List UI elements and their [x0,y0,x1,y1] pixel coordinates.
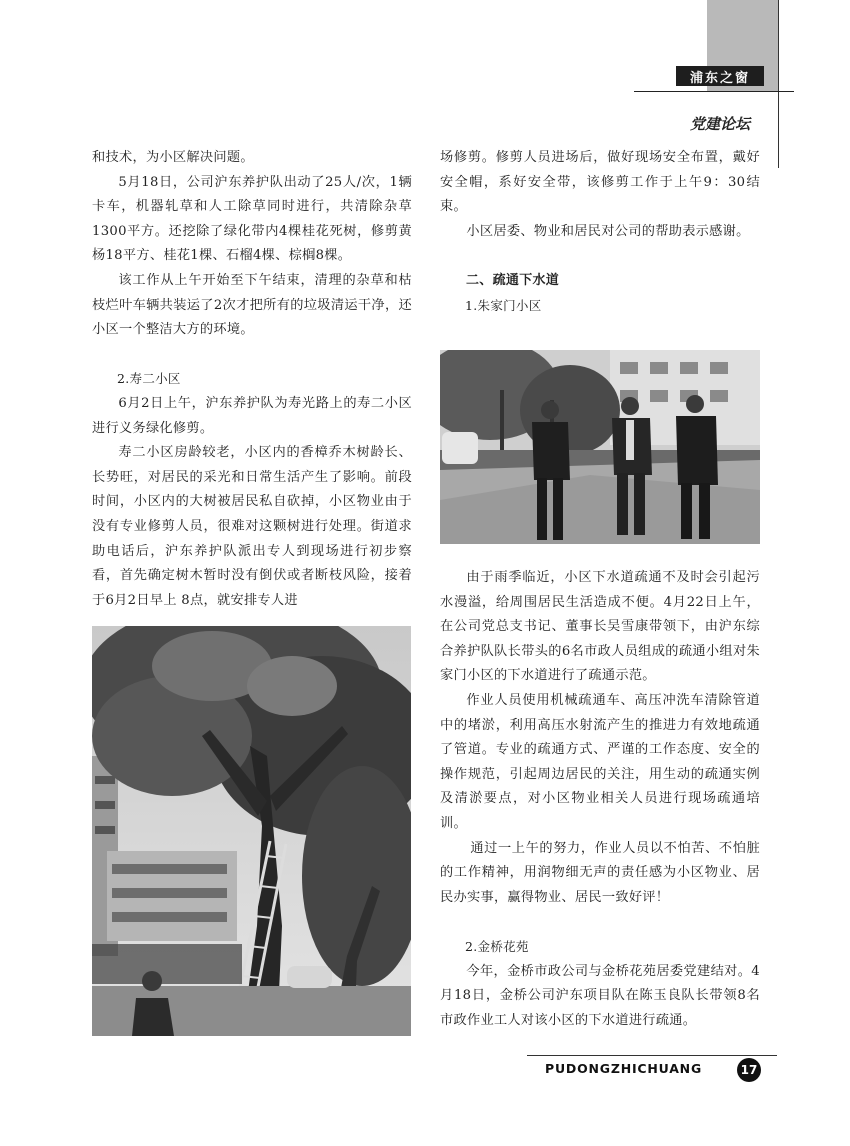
right-paragraph-2: 小区居委、物业和居民对公司的帮助表示感谢。 [466,223,750,239]
footer-rule [527,1055,777,1056]
left-paragraph-2: 5月18日，公司沪东养护队出动了25人/次，1辆卡车，机器轧草和人工除草同时进行，共清除杂草1300平方。还挖除了绿化带内4棵桂花死树，修剪黄杨18平方、桂花1棵、石榴4棵、棕榈8棵。 [92,174,412,264]
magazine-logo [676,66,764,86]
section-heading-drainage: 二、疏通下水道 [466,272,560,288]
right-paragraph-3: 由于雨季临近，小区下水道疏通不及时会引起污水漫溢，给周围居民生活造成不便。4月22日上午，在公司党总支书记、董事长吴雪康带领下，由沪东综合养护队队长带头的6名市政人员组成的疏通小组对朱家门小区的下水道进行了疏通示范。 [440,570,760,684]
magazine-logo-text: 浦东之窗 [689,70,750,86]
tree-pruning-photo [92,626,411,1036]
left-paragraph-5: 寿二小区房龄较老，小区内的香樟乔木树龄长、长势旺，对居民的采光和日常生活产生了影响。前段时间，小区内的大树被居民私自砍掉，小区物业由于没有专业修剪人员，很难对这颗树进行处理。街道求助电话后，沪东养护队派出专人到现场进行初步察看，首先确定树木暂时没有倒伏或者断枝风险，接着于6月2日早上 8点，就安排专人进 [92,445,412,608]
left-paragraph-3: 该工作从上午开始至下午结束，清理的杂草和枯枝烂叶车辆共装运了2次才把所有的垃圾清运干净，还小区一个整洁大方的环境。 [92,272,412,338]
subsection-shouer: 2.寿二小区 [117,371,181,387]
site-visit-photo [440,350,760,544]
header-horizontal-rule [634,91,794,92]
right-paragraph-5: 通过一上午的努力，作业人员以不怕苦、不怕脏的工作精神，用润物细无声的责任感为小区物业、居民办实事，赢得物业、居民一致好评！ [440,840,760,905]
header-vertical-rule [778,0,779,168]
page-number: 17 [740,1063,758,1077]
left-column [92,146,412,613]
left-paragraph-4: 6月2日上午，沪东养护队为寿光路上的寿二小区进行义务绿化修剪。 [92,395,412,436]
page-number-badge [737,1058,761,1082]
subsection-zhujiamen: 1.朱家门小区 [465,297,542,313]
right-column-bottom [440,566,760,1033]
right-column-top [440,146,760,318]
section-title: 党建论坛 [690,115,751,133]
right-paragraph-1: 场修剪。修剪人员进场后，做好现场安全布置，戴好安全帽，系好安全带，该修剪工作于上午9：30结束。 [440,150,760,215]
right-paragraph-6: 今年，金桥市政公司与金桥花苑居委党建结对。4月18日，金桥公司沪东项目队在陈玉良队长带领8名市政作业工人对该小区的下水道进行疏通。 [440,963,760,1028]
left-paragraph-1: 和技术，为小区解决问题。 [92,150,254,165]
right-paragraph-4: 作业人员使用机械疏通车、高压冲洗车清除管道中的堵淤，利用高压水射流产生的推进力有效地疏通了管道。专业的疏通方式、严谨的工作态度、安全的操作规范，引起周边居民的关注，用生动的疏通实例及清淤要点，对小区物业相关人员进行现场疏通培训。 [440,692,760,831]
footer-magazine-name: PUDONGZHICHUANG [545,1061,703,1076]
subsection-jinqiao: 2.金桥花苑 [465,938,529,954]
